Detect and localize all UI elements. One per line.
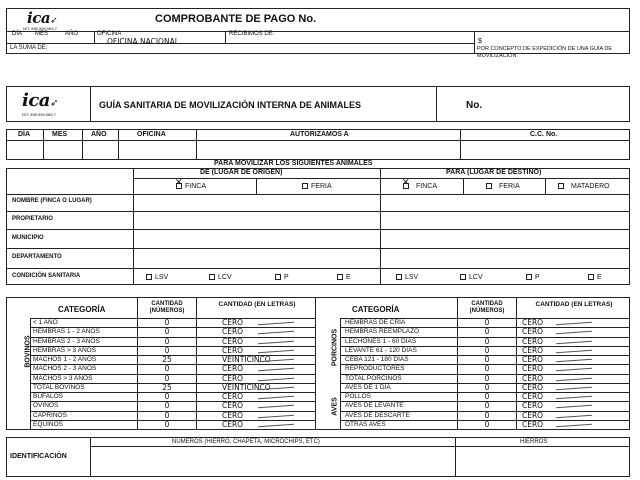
guide-logo: ica➶ (22, 90, 59, 111)
right-row-quantity-letters[interactable]: CERO (522, 318, 544, 327)
destino-option-matadero[interactable]: MATADERO (558, 183, 610, 190)
left-row-quantity-number[interactable]: 0 (164, 419, 170, 429)
left-row-quantity-number[interactable]: 0 (164, 345, 170, 355)
left-row-category: HEMBRAS > 3 AÑOS (33, 346, 97, 354)
left-row-category: EQUINOS (33, 420, 63, 428)
guide-logo-nit: NIT. 899.999.069-7 (22, 112, 57, 117)
aves-label: AVES (331, 397, 339, 416)
right-row-category: HEMBRAS REEMPLAZO (345, 328, 420, 336)
left-row-category: CAPRINOS (33, 411, 67, 419)
right-row-quantity-number[interactable]: 0 (484, 364, 490, 374)
right-row-category: LECHONES 1 - 60 DÍAS (345, 337, 417, 345)
left-row-category: MACHOS 1 - 2 AÑOS (33, 356, 97, 363)
left-row-quantity-letters[interactable]: CERO (222, 336, 244, 346)
guide-title: GUÍA SANITARIA DE MOVILIZACIÓN INTERNA DE ANIMALES (99, 100, 361, 110)
guide-oficina-label: OFICINA (137, 131, 166, 138)
row-label-propietario: PROPIETARIO (12, 216, 53, 222)
left-row-category: TOTAL BOVINOS (33, 383, 85, 391)
left-row-category: < 1 AÑO (33, 319, 58, 326)
origen-option-finca[interactable]: FINCA (176, 183, 206, 190)
guide-dia-label: DÍA (18, 131, 31, 138)
origen-sanitary-lcv[interactable]: LCV (209, 274, 232, 281)
origen-sanitary-p[interactable]: P (275, 274, 289, 281)
right-row-quantity-letters[interactable]: CERO (522, 392, 544, 401)
right-row-category: AVES DE 1 DÍA (345, 383, 391, 391)
right-row-category: REPRODUCTORES (345, 365, 405, 373)
receipt-oficina-label: OFICINA (97, 31, 122, 37)
right-row-category: AVES DE DESCARTE (345, 411, 410, 419)
right-row-quantity-number[interactable]: 0 (484, 382, 490, 392)
porcinos-label: PORCINOS (331, 328, 339, 367)
right-header-categoria: CATEGORÍA (352, 305, 400, 314)
left-row-quantity-number[interactable]: 0 (164, 373, 170, 383)
left-row-quantity-letters[interactable]: CERO (222, 327, 244, 337)
right-row-category: TOTAL PORCINOS (345, 374, 402, 382)
left-row-quantity-number[interactable]: 0 (164, 392, 170, 401)
left-row-quantity-letters[interactable]: CERO (222, 373, 244, 383)
receipt-currency: $ (478, 38, 482, 45)
receipt-recibimos-label: RECIBIMOS DE: (229, 31, 275, 37)
destino-sanitary-lcv[interactable]: LCV (460, 274, 483, 281)
origen-sanitary-lsv[interactable]: LSV (146, 274, 168, 281)
receipt-ano-label: AÑO (65, 31, 79, 37)
left-row-quantity-number[interactable]: 0 (164, 410, 170, 420)
origen-option-feria[interactable]: FERIA (302, 183, 332, 190)
right-row-quantity-number[interactable]: 0 (484, 410, 490, 420)
row-label-departamento: DEPARTAMENTO (12, 254, 62, 260)
destino-finca-check-mark: ✕ (402, 178, 410, 188)
left-row-quantity-number[interactable]: 0 (164, 318, 170, 327)
right-row-quantity-letters[interactable]: CERO (522, 364, 544, 374)
left-row-quantity-number[interactable]: 0 (164, 327, 170, 337)
right-row-quantity-letters[interactable]: CERO (522, 373, 544, 383)
left-row-quantity-number[interactable]: 25 (162, 355, 172, 364)
left-row-category: MACHOS 2 - 3 AÑOS (33, 365, 97, 373)
origen-label: DE (LUGAR DE ORIGEN) (200, 169, 283, 176)
right-row-quantity-letters[interactable]: CERO (522, 419, 544, 429)
receipt-concepto: POR CONCEPTO DE EXPEDICIÓN DE UNA GUÍA DE MOVILIZACIÓN (477, 46, 612, 59)
bovinos-label: BOVINOS (24, 335, 32, 368)
row-label-municipio: MUNICIPIO (12, 235, 44, 241)
origen-sanitary-e[interactable]: E (337, 274, 351, 281)
right-row-quantity-number[interactable]: 0 (484, 345, 490, 355)
identification-hierros-label: HIERROS (520, 439, 548, 445)
receipt-logo: ica➶ (27, 9, 58, 27)
left-row-category: MACHOS > 3 AÑOS (33, 374, 93, 382)
left-row-category: HEMBRAS 1 - 2 AÑOS (33, 328, 100, 336)
right-row-quantity-letters[interactable]: CERO (522, 410, 544, 420)
left-row-quantity-letters[interactable]: CERO (222, 419, 244, 429)
right-row-quantity-number[interactable]: 0 (484, 373, 490, 383)
right-row-category: LEVANTE 61 - 120 DÍAS (345, 346, 417, 354)
right-row-quantity-number[interactable]: 0 (484, 419, 490, 429)
left-header-cantidad-num: CANTIDAD (NÚMEROS) (149, 301, 185, 314)
receipt-dia-label: DÍA (12, 31, 23, 37)
movilizar-label: PARA MOVILIZAR LOS SIGUIENTES ANIMALES (214, 160, 373, 167)
guide-ano-label: AÑO (91, 131, 107, 138)
right-row-category: OTRAS AVES (345, 420, 386, 428)
row-label-nombre: NOMBRE (FINCA O LUGAR) (12, 198, 92, 204)
left-row-quantity-letters[interactable]: CERO (222, 345, 244, 355)
identification-numeros-label: NÚMEROS (HIERRO, CHAPETA, MICROCHIPS, ETC) (172, 439, 320, 445)
left-row-quantity-letters[interactable]: CERO (222, 392, 244, 401)
right-row-quantity-letters[interactable]: CERO (522, 382, 544, 392)
right-row-quantity-number[interactable]: 0 (484, 336, 490, 346)
right-header-cantidad-let: CANTIDAD (EN LETRAS) (535, 301, 613, 308)
right-row-quantity-number[interactable]: 0 (484, 355, 490, 364)
right-row-category: POLLOS (345, 393, 372, 400)
left-row-quantity-letters[interactable]: CERO (222, 318, 244, 327)
left-row-quantity-letters[interactable]: VEINTICINCO (222, 382, 271, 392)
left-row-quantity-number[interactable]: 25 (162, 382, 172, 392)
right-row-quantity-letters[interactable]: CERO (522, 345, 544, 355)
left-row-quantity-letters[interactable]: CERO (222, 410, 244, 420)
right-row-quantity-number[interactable]: 0 (484, 401, 490, 411)
identification-label: IDENTIFICACIÓN (10, 453, 67, 460)
guide-no-label: No. (466, 100, 483, 111)
left-row-quantity-number[interactable]: 0 (164, 364, 170, 374)
left-row-category: HEMBRAS 2 - 3 AÑOS (33, 337, 100, 345)
destino-sanitary-e[interactable]: E (588, 274, 602, 281)
right-row-quantity-number[interactable]: 0 (484, 327, 490, 337)
right-row-category: CEBA 121 - 180 DÍAS (345, 356, 409, 363)
guide-cc-label: C.C. No. (530, 131, 558, 138)
guide-mes-label: MES (52, 131, 68, 138)
left-row-quantity-number[interactable]: 0 (164, 336, 170, 346)
right-row-quantity-number[interactable]: 0 (484, 318, 490, 327)
right-row-quantity-letters[interactable]: CERO (522, 327, 544, 337)
receipt-title: COMPROBANTE DE PAGO No. (155, 13, 317, 25)
destino-sanitary-p[interactable]: P (526, 274, 540, 281)
destino-sanitary-lsv[interactable]: LSV (396, 274, 418, 281)
right-row-quantity-letters[interactable]: CERO (522, 355, 544, 364)
receipt-suma-label: LA SUMA DE: (10, 45, 48, 51)
right-row-quantity-letters[interactable]: CERO (522, 401, 544, 411)
right-row-category: AVES DE LEVANTE (345, 402, 404, 410)
left-row-category: OVINOS (33, 402, 59, 410)
guide-autorizamos-label: AUTORIZAMOS A (290, 131, 349, 138)
left-row-quantity-letters[interactable]: CERO (222, 401, 244, 411)
right-row-category: HEMBRAS DE CRÍA (345, 319, 406, 326)
destino-option-feria[interactable]: FERIA (486, 183, 520, 190)
left-header-cantidad-let: CANTIDAD (EN LETRAS) (218, 301, 296, 308)
left-row-quantity-letters[interactable]: VEINTICINCO (222, 355, 271, 364)
receipt-oficina-value[interactable]: OFICINA NACIONAL (107, 37, 179, 46)
receipt-mes-label: MES (35, 31, 49, 37)
destino-option-finca[interactable]: FINCA (403, 183, 437, 190)
right-header-cantidad-num: CANTIDAD (NÚMEROS) (469, 301, 505, 314)
left-header-categoria: CATEGORÍA (58, 305, 106, 314)
right-row-quantity-letters[interactable]: CERO (522, 336, 544, 346)
destino-label: PARA (LUGAR DE DESTINO) (446, 169, 542, 176)
left-row-category: BÚFALOS (33, 393, 63, 400)
receipt-logo-nit: NIT. 899.999.069-7 (23, 26, 58, 31)
origen-finca-check-mark: ✕ (175, 178, 183, 188)
left-row-quantity-number[interactable]: 0 (164, 401, 170, 411)
right-row-quantity-number[interactable]: 0 (484, 392, 490, 401)
row-label-condicion: CONDICIÓN SANITARIA (12, 273, 81, 279)
left-row-quantity-letters[interactable]: CERO (222, 364, 244, 374)
